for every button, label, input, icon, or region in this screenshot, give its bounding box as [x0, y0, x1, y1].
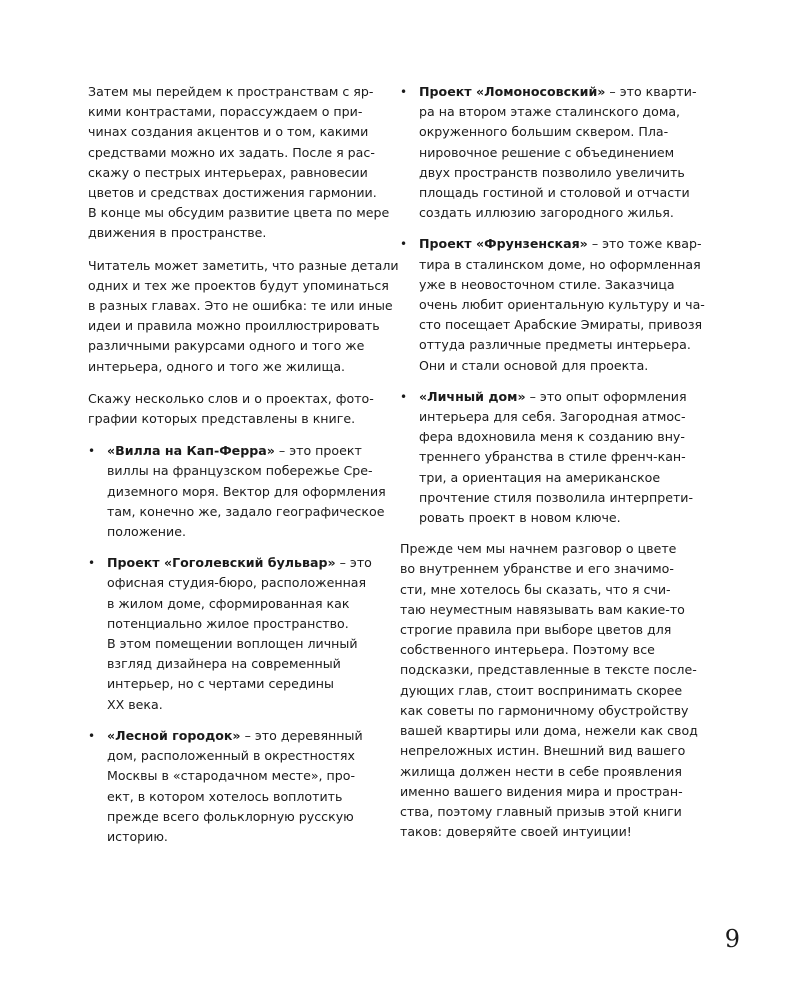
text-line: [107, 441, 388, 461]
project-title: Проект «Фрунзенская»: [419, 236, 588, 252]
text-line: непреложных истин. Внешний вид вашего: [400, 743, 686, 759]
text-line: различными ракурсами одного и того же: [88, 338, 365, 354]
right-column: [400, 82, 705, 854]
bullet-icon: •: [400, 85, 408, 99]
text-fragment: – это кварти-: [605, 84, 697, 99]
project-item-forest: [88, 726, 388, 847]
text-line: именно вашего видения мира и простран-: [400, 783, 683, 799]
project-title: Проект «Ломоносовский»: [419, 84, 606, 99]
text-line: интерьера, одного и того же жилища.: [88, 358, 346, 374]
text-line: ровать проект в новом ключе.: [419, 510, 621, 526]
text-line: тира в сталинском доме, но оформленная: [419, 256, 701, 272]
text-fragment: – это проект: [274, 443, 362, 459]
text-fragment: – это: [335, 555, 372, 571]
text-line: двух пространств позволило увеличить: [419, 164, 685, 180]
text-line: в жилом доме, сформированная как: [107, 595, 350, 611]
text-line: таю неуместным навязывать вам какие-то: [400, 601, 685, 617]
text-line: виллы на французском побережье Сре-: [107, 463, 373, 479]
text-line: площадь гостиной и столовой и отчасти: [419, 185, 690, 201]
text-line: идеи и правила можно проиллюстрировать: [88, 318, 380, 334]
text-line: Читатель может заметить, что разные детали: [88, 257, 399, 273]
text-line: ства, поэтому главный призыв этой книги: [400, 803, 682, 819]
text-line: дующих глав, стоит воспринимать скорее: [400, 682, 683, 698]
project-item-gogol: [88, 553, 388, 715]
text-line: скажу о пестрых интерьерах, равновесии: [88, 164, 368, 180]
text-line: потенциально жилое пространство.: [107, 615, 349, 631]
text-line: графии которых представлены в книге.: [88, 411, 356, 427]
text-line: сто посещает Арабские Эмираты, привозя: [419, 317, 703, 333]
text-line: в разных главах. Это не ошибка: те или иные: [88, 298, 393, 314]
project-item-villa: [88, 441, 388, 542]
text-line: вашей квартиры или дома, нежели как свод: [400, 723, 698, 739]
text-line: интерьер, но с чертами середины: [107, 676, 334, 692]
text-fragment: – это тоже квар-: [587, 236, 702, 252]
text-line: во внутреннем убранстве и его значимо-: [400, 561, 674, 577]
text-line: [419, 234, 700, 254]
bullet-icon: •: [400, 237, 408, 252]
text-line: Прежде чем мы начнем разговор о цвете: [400, 541, 677, 557]
text-line: Москвы в «стародачном месте», про-: [107, 768, 356, 784]
project-title: «Вилла на Кап-Ферра»: [107, 443, 275, 459]
text-line: ра на втором этаже сталинского дома,: [419, 104, 681, 120]
text-line: XX века.: [107, 696, 163, 712]
text-line: офисная студия-бюро, расположенная: [107, 575, 367, 591]
text-fragment: – это опыт оформления: [525, 388, 687, 404]
text-line: В этом помещении воплощен личный: [107, 636, 358, 652]
text-line: Скажу несколько слов и о проектах, фото-: [88, 390, 374, 406]
text-line: Они и стали основой для проекта.: [419, 357, 649, 373]
text-line: окруженного большим сквером. Пла-: [419, 124, 669, 140]
text-line: подсказки, представленные в тексте после-: [400, 662, 697, 678]
text-line: цветов и средствах достижения гармонии.: [88, 185, 377, 201]
text-line: дом, расположенный в окрестностях: [107, 748, 355, 764]
text-line: таков: доверяйте своей интуиции!: [400, 824, 632, 840]
projects-intro-paragraph: [88, 389, 388, 429]
project-title: «Личный дом»: [419, 388, 526, 404]
bullet-icon: •: [88, 556, 96, 571]
text-line: [419, 82, 700, 102]
text-line: движения в пространстве.: [88, 225, 267, 241]
text-line: три, а ориентация на американское: [419, 469, 661, 485]
text-line: треннего убранства в стиле френч-кан-: [419, 449, 686, 465]
text-line: жилища должен нести в себе проявления: [400, 763, 682, 779]
text-line: Затем мы перейдем к пространствам с яр-: [88, 84, 374, 99]
text-fragment: – это деревянный: [240, 727, 363, 743]
text-line: одних и тех же проектов будут упоминаться: [88, 277, 389, 293]
text-line: интерьера для себя. Загородная атмос-: [419, 409, 686, 425]
project-item-lomonosov: [400, 82, 700, 223]
text-line: ект, в котором хотелось воплотить: [107, 788, 343, 804]
text-line: прежде всего фольклорную русскую: [107, 808, 354, 824]
text-line: оттуда различные предметы интерьера.: [419, 337, 691, 353]
text-line: взгляд дизайнера на современный: [107, 656, 341, 672]
text-line: [419, 387, 700, 407]
text-line: [107, 553, 388, 573]
text-line: прочтение стиля позволила интерпрети-: [419, 489, 694, 505]
project-title: «Лесной городок»: [107, 727, 241, 743]
project-item-frunze: [400, 234, 705, 375]
text-line: положение.: [107, 524, 186, 540]
text-line: как советы по гармоничному обустройству: [400, 702, 689, 718]
page-number: 9: [724, 925, 740, 953]
text-line: нировочное решение с объединением: [419, 144, 675, 160]
bullet-icon: •: [88, 444, 96, 459]
text-line: В конце мы обсудим развитие цвета по мере: [88, 205, 390, 221]
intro-paragraph: [88, 82, 388, 244]
text-line: кими контрастами, порассуждаем о при-: [88, 104, 363, 120]
text-line: строгие правила при выборе цветов для: [400, 622, 672, 638]
project-item-personal-house: [400, 387, 700, 528]
text-line: собственного интерьера. Поэтому все: [400, 642, 655, 658]
text-line: создать иллюзию загородного жилья.: [419, 205, 674, 221]
project-title: Проект «Гоголевский бульвар»: [107, 555, 336, 571]
bullet-icon: •: [88, 728, 96, 743]
text-line: диземного моря. Вектор для оформления: [107, 483, 386, 499]
text-line: сти, мне хотелось бы сказать, что я счи-: [400, 581, 671, 597]
conclusion-paragraph: [400, 539, 700, 842]
text-line: чинах создания акцентов и о том, какими: [88, 124, 369, 140]
text-line: фера вдохновила меня к созданию вну-: [419, 429, 685, 445]
text-line: очень любит ориентальную культуру и ча-: [419, 297, 705, 313]
text-line: там, конечно же, задало географическое: [107, 503, 385, 519]
reader-note-paragraph: [88, 256, 399, 377]
bullet-icon: •: [400, 389, 408, 404]
left-column: [88, 82, 399, 858]
text-line: [107, 726, 388, 746]
text-line: уже в неовосточном стиле. Заказчица: [419, 276, 675, 292]
text-line: средствами можно их задать. После я рас-: [88, 144, 375, 160]
text-line: историю.: [107, 828, 168, 844]
